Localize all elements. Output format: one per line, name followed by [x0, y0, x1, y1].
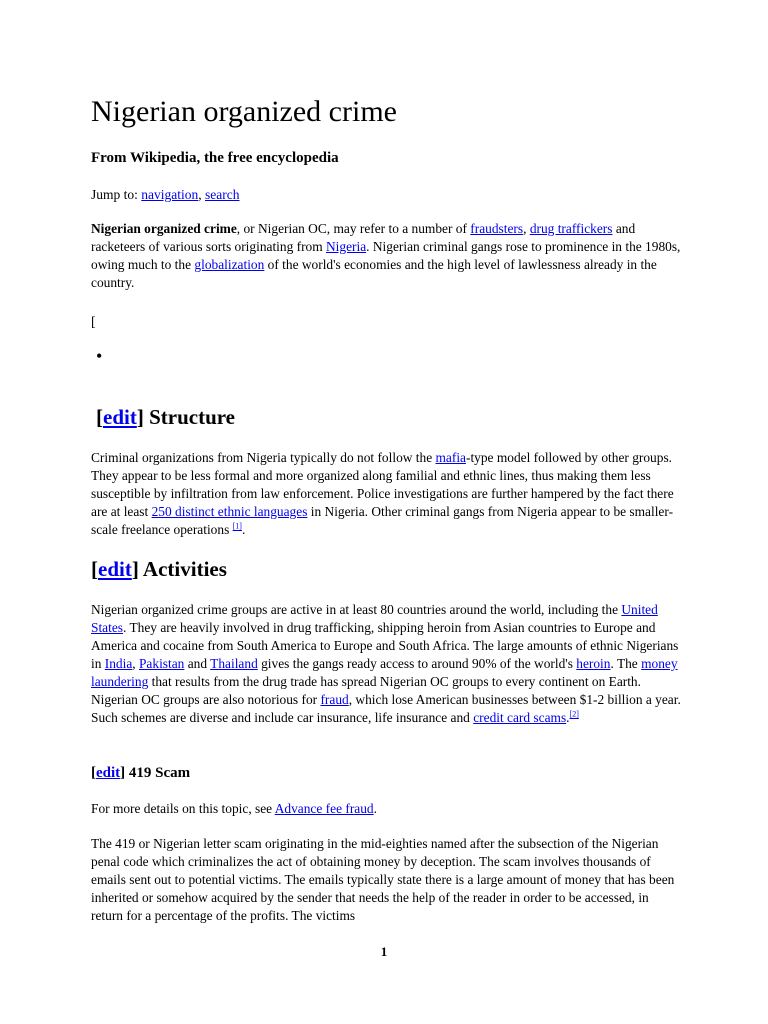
bracket-close: ]	[131, 557, 139, 581]
activities-text: that results from the drug trade has spread Nigerian OC groups to every continent on Earth. Nigerian OC groups are also notorious for	[91, 674, 641, 707]
heading-structure	[96, 404, 235, 430]
structure-text: .	[241, 522, 246, 537]
stray-bracket: [	[91, 315, 96, 330]
structure-paragraph	[91, 449, 681, 539]
jump-navigation-link[interactable]: navigation	[141, 187, 199, 202]
intro-paragraph	[91, 220, 681, 292]
activities-text: , which lose American businesses between $1-2 billion a year. Such schemes are diverse and include car insurance, life insurance and	[91, 692, 681, 725]
intro-text: and racketeers of various sorts originating from	[91, 221, 636, 254]
jump-to-line	[91, 186, 240, 204]
jump-separator: ,	[198, 187, 206, 202]
scam-details-text: .	[373, 801, 377, 816]
structure-text: Criminal organizations from Nigeria typically do not follow the	[91, 450, 436, 465]
intro-bold-term: Nigerian organized crime	[91, 221, 237, 236]
intro-text: of the world's economies and the high level of lawlessness already in the country.	[91, 257, 657, 290]
link-heroin[interactable]: heroin	[576, 656, 611, 671]
activities-paragraph	[91, 601, 681, 727]
heading-structure-text: Structure	[149, 405, 236, 429]
heading-419-scam-text: 419 Scam	[128, 765, 191, 781]
structure-text: -type model followed by other groups. They appear to be less formal and more organized along familial and ethnic lines, thus making them less susceptible by infiltration from law enforcement. Police investigations are further hampered by the fact there are at least	[91, 450, 674, 519]
bracket-close: ]	[136, 405, 144, 429]
scam-details-line	[91, 800, 681, 818]
link-pakistan[interactable]: Pakistan	[138, 656, 185, 671]
link-india[interactable]: India	[104, 656, 133, 671]
list-bullet: •	[96, 346, 103, 366]
jump-search-link[interactable]: search	[205, 187, 240, 202]
scam-paragraph: The 419 or Nigerian letter scam originating in the mid-eighties named after the subsection of the Nigerian penal code which criminalizes the act of obtaining money by deception. The scam involves thousands of emails sent out to potential victims. The emails typically state there is a large amount of money that has been inherited or somehow acquired by the sender that needs the help of the reader in order to be accessed, in return for a percentage of the profits. The victims	[91, 836, 675, 923]
link-fraud[interactable]: fraud	[320, 692, 349, 707]
link-nigeria[interactable]: Nigeria	[326, 239, 367, 254]
jump-to-prefix: Jump to:	[91, 187, 142, 202]
page-subtitle: From Wikipedia, the free encyclopedia	[91, 150, 339, 166]
link-drug-traffickers[interactable]: drug traffickers	[529, 221, 613, 236]
intro-text: . Nigerian criminal gangs rose to prominence in the 1980s, owing much to the	[91, 239, 681, 272]
reference-1-link[interactable]: [1]	[232, 521, 242, 531]
link-fraudsters[interactable]: fraudsters	[470, 221, 524, 236]
activities-text: Nigerian organized crime groups are active in at least 80 countries around the world, including the	[91, 602, 622, 617]
activities-text: . They are heavily involved in drug trafficking, shipping heroin from Asian countries to Europe and America and cocaine from South America to Europe and South Africa. The large amounts of ethnic Nigerians in	[91, 620, 679, 671]
reference-2-link[interactable]: [2]	[569, 709, 579, 719]
link-ethnic-languages[interactable]: 250 distinct ethnic languages	[151, 504, 308, 519]
activities-text: and	[184, 656, 211, 671]
page-number: 1	[380, 944, 388, 959]
activities-text: .	[566, 710, 570, 725]
heading-activities-text: Activities	[142, 557, 227, 581]
link-united-states[interactable]: United States	[91, 602, 658, 635]
bracket-open: [	[96, 405, 103, 429]
scam-details-text: For more details on this topic, see	[91, 801, 275, 816]
activities-text: gives the gangs ready access to around 90% of the world's	[257, 656, 577, 671]
bracket-open: [	[91, 765, 96, 781]
page-title: Nigerian organized crime	[91, 95, 397, 128]
link-globalization[interactable]: globalization	[194, 257, 265, 272]
heading-419-scam	[91, 763, 190, 783]
activities-text: ,	[132, 656, 139, 671]
bracket-open: [	[91, 557, 98, 581]
structure-text: in Nigeria. Other criminal gangs from Nigeria appear to be smaller-scale freelance operations	[91, 504, 674, 537]
heading-activities	[91, 556, 227, 582]
link-mafia[interactable]: mafia	[435, 450, 466, 465]
intro-text: , or Nigerian OC, may refer to a number of	[236, 221, 471, 236]
intro-text: ,	[523, 221, 530, 236]
edit-link-activities[interactable]: edit	[98, 557, 132, 581]
edit-link-structure[interactable]: edit	[103, 405, 137, 429]
edit-link-419-scam[interactable]: edit	[96, 765, 121, 781]
activities-text: . The	[610, 656, 642, 671]
bracket-close: ]	[120, 765, 126, 781]
link-advance-fee-fraud[interactable]: Advance fee fraud	[274, 801, 374, 816]
link-money-laundering[interactable]: money laundering	[91, 656, 678, 689]
link-thailand[interactable]: Thailand	[210, 656, 258, 671]
link-credit-card-scams[interactable]: credit card scams	[473, 710, 567, 725]
